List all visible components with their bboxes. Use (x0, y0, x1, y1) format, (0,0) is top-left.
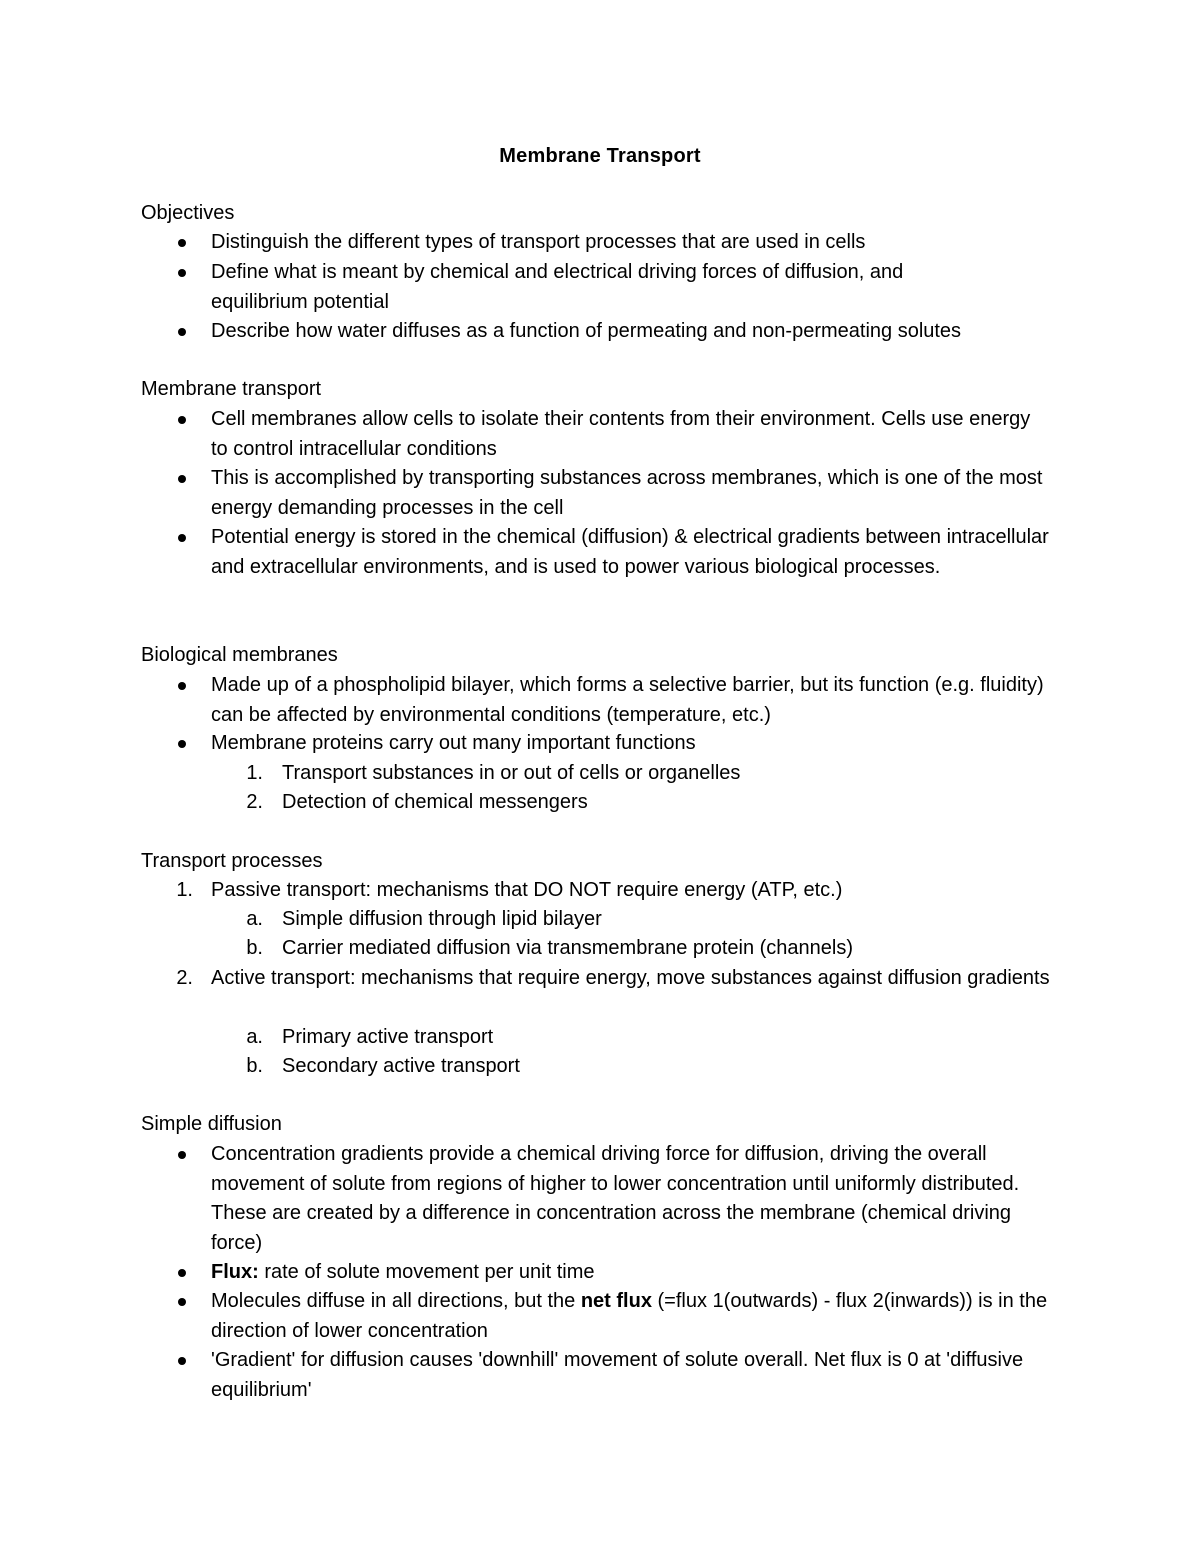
bullet-icon (178, 1151, 186, 1159)
list-item-flux (211, 1258, 1071, 1288)
bullet-icon (178, 475, 186, 483)
heading-membrane-transport: Membrane transport (141, 378, 322, 400)
list-item: Detection of chemical messengers (282, 791, 588, 813)
list-item: Cell membranes allow cells to isolate their contents from their environment. Cells use energy to control intracellular conditions (211, 408, 1031, 460)
list-item: Membrane proteins carry out many important functions (211, 732, 696, 754)
list-marker: a. (246, 1026, 263, 1048)
bullet-icon (178, 682, 186, 690)
list-item: Carrier mediated diffusion via transmembrane protein (channels) (282, 937, 854, 959)
list-item: Simple diffusion through lipid bilayer (282, 908, 602, 930)
list-item: Active transport: mechanisms that require energy, move substances against diffusion gradients (211, 967, 1050, 989)
list-item: Distinguish the different types of transport processes that are used in cells (211, 231, 866, 253)
bullet-icon (178, 1269, 186, 1277)
list-item: Transport substances in or out of cells or organelles (282, 762, 741, 784)
list-marker: 2. (246, 791, 263, 813)
bullet-icon (178, 239, 186, 247)
bullet-icon (178, 740, 186, 748)
list-item-net-flux (211, 1287, 1071, 1346)
heading-simple-diffusion: Simple diffusion (141, 1113, 282, 1135)
document-title: Membrane Transport (499, 145, 701, 167)
list-item: Potential energy is stored in the chemical (diffusion) & electrical gradients between intracellular and extracellular environments, and is used to power various biological processes. (211, 526, 1049, 578)
bullet-icon (178, 328, 186, 336)
bullet-icon (178, 269, 186, 277)
list-item: Made up of a phospholipid bilayer, which forms a selective barrier, but its function (e.g. fluidity) can be affected by environmental conditions (temperature, etc.) (211, 674, 1044, 726)
heading-biological-membranes: Biological membranes (141, 644, 338, 666)
heading-transport-processes: Transport processes (141, 850, 323, 872)
list-item: 'Gradient' for diffusion causes 'downhill' movement of solute overall. Net flux is 0 at 'diffusive equilibrium' (211, 1349, 1024, 1401)
list-item: Describe how water diffuses as a function of permeating and non-permeating solutes (211, 320, 962, 342)
list-marker: 1. (246, 762, 263, 784)
list-marker: b. (246, 937, 263, 959)
list-item: Secondary active transport (282, 1055, 520, 1077)
flux-term: Flux: (211, 1261, 259, 1283)
net-flux-intro: Molecules diffuse in all directions, but the (211, 1290, 581, 1312)
list-marker: 2. (176, 967, 193, 989)
flux-definition: rate of solute movement per unit time (258, 1261, 595, 1283)
list-item: This is accomplished by transporting substances across membranes, which is one of the most energy demanding processes in the cell (211, 467, 1043, 519)
net-flux-term: net flux (580, 1290, 652, 1312)
list-item: Concentration gradients provide a chemical driving force for diffusion, driving the overall movement of solute from regions of higher to lower concentration until uniformly distributed. These are created by a difference in concentration across the membrane (chemical driving force) (211, 1143, 1020, 1254)
bullet-icon (178, 416, 186, 424)
net-flux-explanation: (=flux 1(outwards) - flux 2(inwards)) is in the direction of lower concentration (211, 1290, 1048, 1342)
list-marker: b. (246, 1055, 263, 1077)
list-item: Passive transport: mechanisms that DO NOT require energy (ATP, etc.) (211, 879, 843, 901)
bullet-icon (178, 1298, 186, 1306)
list-item: Primary active transport (282, 1026, 494, 1048)
list-item: Define what is meant by chemical and electrical driving forces of diffusion, and equilibrium potential (211, 261, 904, 313)
list-marker: a. (246, 908, 263, 930)
list-marker: 1. (176, 879, 193, 901)
bullet-icon (178, 534, 186, 542)
bullet-icon (178, 1357, 186, 1365)
heading-objectives: Objectives (141, 202, 235, 224)
